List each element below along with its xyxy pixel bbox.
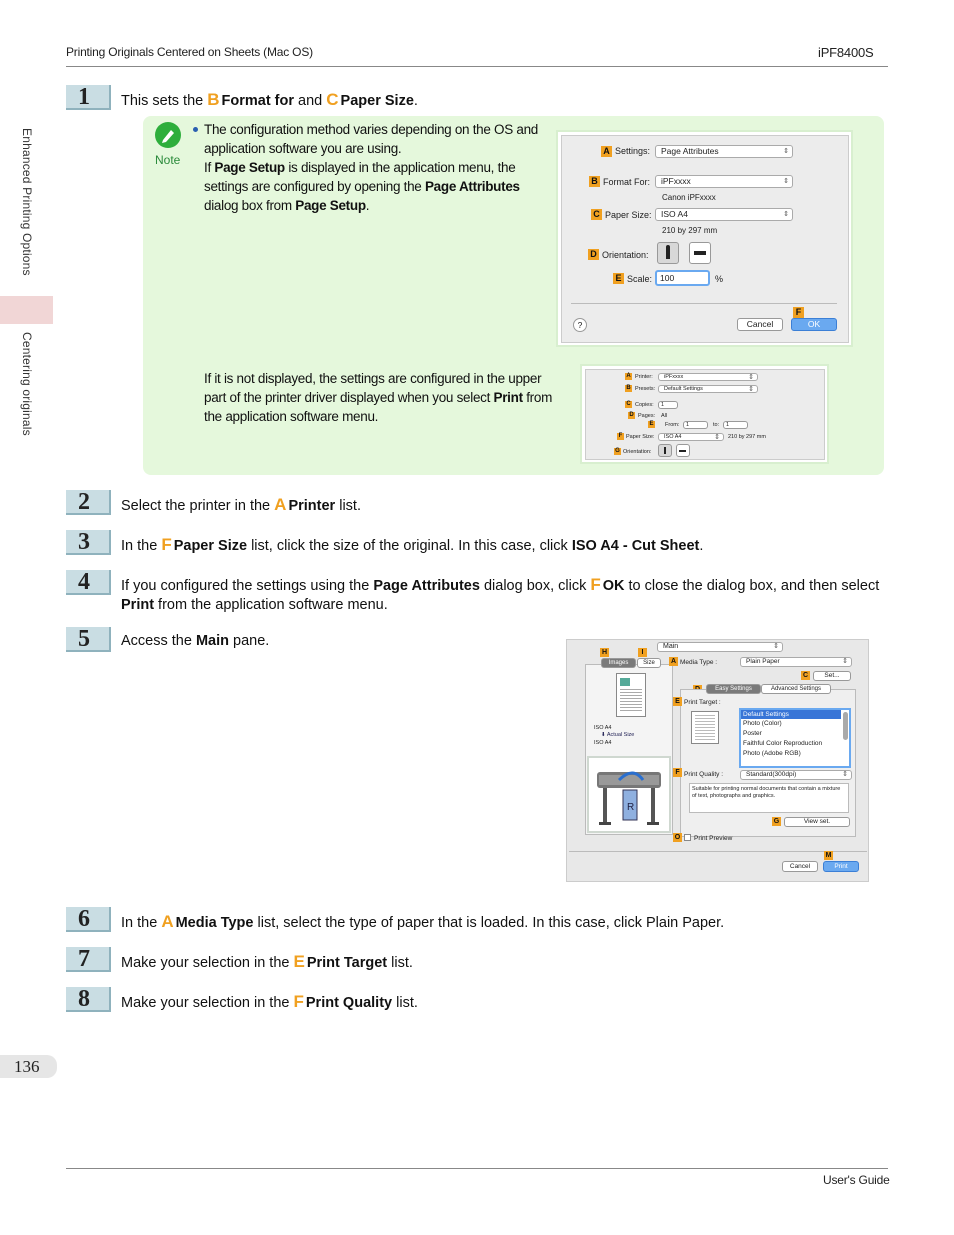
- bold-term: Page Setup: [295, 198, 366, 213]
- list-scrollbar[interactable]: [843, 712, 848, 740]
- tab-images[interactable]: Images: [601, 658, 636, 668]
- printer-select[interactable]: iPFxxxx ⇕: [658, 373, 758, 381]
- callout-letter: B: [207, 90, 220, 109]
- orientation-label: Orientation:: [623, 449, 652, 455]
- bold-term: Paper Size: [340, 93, 414, 109]
- callout-letter: A: [274, 495, 287, 514]
- print-preview-label: Print Preview: [694, 835, 733, 842]
- text-run: Access the: [121, 633, 196, 649]
- callout-letter: C: [326, 90, 339, 109]
- cancel-button[interactable]: Cancel: [737, 318, 783, 331]
- text-run: to close the dialog box, and then select: [624, 578, 880, 594]
- text-run: and: [294, 93, 327, 109]
- running-header-model: iPF8400S: [818, 45, 874, 60]
- svg-text:R: R: [627, 802, 635, 813]
- presets-label: Presets:: [635, 386, 656, 392]
- text-run: If you configured the settings using the: [121, 578, 374, 594]
- callout-letter: E: [293, 952, 305, 971]
- text-run: from the application software menu.: [204, 390, 553, 424]
- footer-text: User's Guide: [823, 1173, 890, 1187]
- step-text: [121, 90, 881, 111]
- text-run: list, click the size of the original. In this case, click: [247, 538, 572, 554]
- bold-term: Print Quality: [305, 995, 393, 1011]
- format-for-sub: Canon iPFxxxx: [662, 193, 716, 202]
- print-target-option[interactable]: Poster: [743, 730, 762, 737]
- text-run: list.: [387, 955, 413, 971]
- print-dialog-screenshot: A Printer: iPFxxxx ⇕ B Presets: Default Settings ⇕ C Copies: 1 D Pages: All E From: 1 to: 1 F Paper Size: ISO A4 ⇕ 210 by 297 mm G Orientation:: [580, 364, 829, 464]
- copies-input[interactable]: 1: [658, 401, 678, 409]
- size-info-actual: [601, 732, 634, 738]
- scale-unit: %: [715, 274, 724, 284]
- text-run: The configuration method varies depending on the OS and application software you are using.: [204, 122, 538, 156]
- header-rule: [66, 66, 888, 67]
- copies-label: Copies:: [635, 402, 654, 408]
- pane-select[interactable]: Main ⇕: [657, 642, 783, 652]
- settings-select[interactable]: Page Attributes ⇕: [655, 145, 793, 158]
- bold-term: Paper Size: [173, 538, 248, 554]
- media-type-label: Media Type :: [680, 659, 718, 666]
- paper-size-select[interactable]: ISO A4 ⇕: [655, 208, 793, 221]
- callout-letter: F: [161, 535, 172, 554]
- format-for-label: Format For:: [603, 177, 651, 187]
- scale-input[interactable]: 100: [655, 270, 710, 286]
- print-quality-description: Suitable for printing normal documents that contain a mixture of text, photographs and graphics.: [689, 783, 849, 813]
- bold-term: Main: [195, 633, 229, 649]
- text-run: In the: [121, 915, 162, 931]
- text-run: .: [699, 538, 704, 554]
- side-tab-highlight: [0, 296, 53, 324]
- portrait-orientation-icon[interactable]: [658, 444, 672, 457]
- running-header-title: Printing Originals Centered on Sheets (Mac OS): [66, 45, 313, 59]
- pencil-icon: [155, 122, 181, 148]
- text-run: If: [204, 160, 215, 175]
- main-pane-screenshot: Main ⇕ H I Images Size ISO A4 ⬇ Actual Size ISO A4 R A Media Type : Plain Paper ⇕ C Set... Easy Settings Advanced Settings E Print Target : Default Settings Photo (Color) Poster Faithful Color Reproduction Photo (Adobe RGB) F Print Quality : Standard(300dpi) ⇕ Suitable for printing normal documents that contain a mixture of text, photographs and graphics. G View set. O Print Preview Cancel M Print: [566, 639, 869, 882]
- text-run: dialog box, click: [479, 578, 591, 594]
- print-quality-select[interactable]: Standard(300dpi) ⇕: [740, 770, 852, 780]
- paper-size-sub: 210 by 297 mm: [728, 434, 766, 440]
- step-number: 2: [66, 490, 111, 515]
- text-run: pane.: [228, 633, 270, 649]
- tab-size[interactable]: Size: [637, 658, 661, 668]
- paper-size-label: Paper Size:: [605, 210, 652, 220]
- text-run: This sets the: [121, 93, 208, 109]
- media-type-select[interactable]: Plain Paper ⇕: [740, 657, 852, 667]
- step-text: [121, 535, 881, 556]
- paper-size-label: Paper Size:: [626, 434, 655, 440]
- landscape-orientation-icon[interactable]: [676, 444, 690, 457]
- bold-term: Printer: [288, 498, 336, 514]
- step-number: 4: [66, 570, 111, 595]
- tab-easy-settings[interactable]: Easy Settings: [706, 684, 761, 694]
- print-target-option[interactable]: Photo (Color): [743, 720, 782, 727]
- text-run: In the: [121, 538, 162, 554]
- set-button[interactable]: Set...: [813, 671, 851, 681]
- printer-label: Printer:: [635, 374, 653, 380]
- landscape-orientation-icon[interactable]: [689, 242, 711, 264]
- print-target-list[interactable]: [739, 708, 851, 768]
- settings-label: Settings:: [615, 146, 651, 156]
- text-run: from the application software menu.: [154, 597, 388, 613]
- bold-term: Page Attributes: [373, 578, 480, 594]
- scale-label: Scale:: [627, 274, 653, 284]
- print-target-option[interactable]: Photo (Adobe RGB): [743, 750, 801, 757]
- down-arrow-icon: ⬇: [601, 732, 606, 738]
- step-number: 7: [66, 947, 111, 972]
- page-preview-thumbnail: [616, 673, 646, 717]
- print-preview-checkbox[interactable]: [684, 834, 691, 841]
- page-number: 136: [0, 1055, 57, 1078]
- print-quality-label: Print Quality :: [684, 771, 724, 778]
- bold-term: Print: [121, 597, 155, 613]
- step-text: [121, 912, 881, 933]
- text-run: Select the printer in the: [121, 498, 275, 514]
- note-bullet: [193, 127, 198, 132]
- text-run: list.: [335, 498, 361, 514]
- orientation-label: Orientation:: [602, 250, 649, 260]
- text-run: Make your selection in the: [121, 995, 294, 1011]
- presets-select[interactable]: Default Settings ⇕: [658, 385, 758, 393]
- cancel-button[interactable]: Cancel: [782, 861, 818, 872]
- bold-term: OK: [602, 578, 625, 594]
- print-target-option[interactable]: Default Settings: [741, 710, 841, 719]
- step-text: [121, 495, 881, 516]
- view-settings-button[interactable]: View set.: [784, 817, 850, 827]
- bold-term: Print: [493, 390, 523, 405]
- print-target-label: Print Target :: [684, 699, 721, 706]
- bold-term: ISO A4 - Cut Sheet: [571, 538, 700, 554]
- print-button[interactable]: Print: [823, 861, 859, 872]
- text-run: If it is not displayed, the settings are configured in the upper part of the printer driver displayed when you select: [204, 371, 542, 405]
- callout-letter: F: [590, 575, 601, 594]
- help-button[interactable]: ?: [573, 318, 587, 332]
- to-label: to:: [713, 422, 720, 428]
- step-number: 1: [66, 85, 111, 110]
- paper-size-sub: 210 by 297 mm: [662, 226, 718, 235]
- note-paragraph-2: [204, 369, 564, 426]
- text-run: .: [365, 198, 370, 213]
- text-run: dialog box from: [204, 198, 296, 213]
- callout-letter: A: [161, 912, 174, 931]
- text-run: Make your selection in the: [121, 955, 294, 971]
- from-input[interactable]: 1: [683, 421, 708, 429]
- printer-illustration: [587, 756, 671, 833]
- text-run: list, select the type of paper that is loaded. In this case, click Plain Paper.: [253, 915, 725, 931]
- callout-letter: F: [293, 992, 304, 1011]
- step-text: [121, 632, 541, 651]
- step-number: 6: [66, 907, 111, 932]
- step-text: [121, 992, 881, 1013]
- portrait-orientation-icon[interactable]: [657, 242, 679, 264]
- text-run: is displayed in the application menu, the settings are configured by opening the: [204, 160, 516, 194]
- bold-term: Media Type: [175, 915, 254, 931]
- print-target-preview-icon: [691, 711, 719, 744]
- text-run: .: [413, 93, 418, 109]
- side-tab-topic: Centering originals: [20, 332, 34, 436]
- step-text: [121, 575, 881, 615]
- tab-advanced-settings[interactable]: Advanced Settings: [761, 684, 831, 694]
- to-input[interactable]: 1: [723, 421, 748, 429]
- text-run: list.: [392, 995, 418, 1011]
- page-attributes-screenshot: A Settings: Page Attributes ⇕ B Format For: iPFxxxx ⇕ Canon iPFxxxx C Paper Size: ISO A4 ⇕ 210 by 297 mm D Orientation: E Scale: 100 % ? Cancel F OK: [556, 130, 853, 347]
- print-target-option[interactable]: Faithful Color Reproduction: [743, 740, 823, 747]
- note-label: Note: [155, 153, 181, 167]
- size-info-original: ISO A4: [594, 725, 612, 731]
- size-info-output: ISO A4: [594, 740, 612, 746]
- pages-label: Pages:: [638, 413, 656, 419]
- side-tab-section: Enhanced Printing Options: [20, 128, 34, 276]
- bold-term: Page Setup: [214, 160, 285, 175]
- step-text: [121, 952, 881, 973]
- note-paragraph-1: [204, 120, 549, 215]
- format-for-select[interactable]: iPFxxxx ⇕: [655, 175, 793, 188]
- bold-term: Page Attributes: [424, 179, 520, 194]
- paper-size-select[interactable]: ISO A4 ⇕: [658, 433, 724, 441]
- bold-term: Print Target: [306, 955, 388, 971]
- pages-all-radio[interactable]: All: [661, 413, 668, 419]
- size-info-actual-label: Actual Size: [606, 732, 635, 738]
- ok-button[interactable]: OK: [791, 318, 837, 331]
- step-number: 8: [66, 987, 111, 1012]
- footer-rule: [66, 1168, 888, 1169]
- step-number: 3: [66, 530, 111, 555]
- bold-term: Format for: [221, 93, 295, 109]
- step-number: 5: [66, 627, 111, 652]
- from-label: From:: [665, 422, 680, 428]
